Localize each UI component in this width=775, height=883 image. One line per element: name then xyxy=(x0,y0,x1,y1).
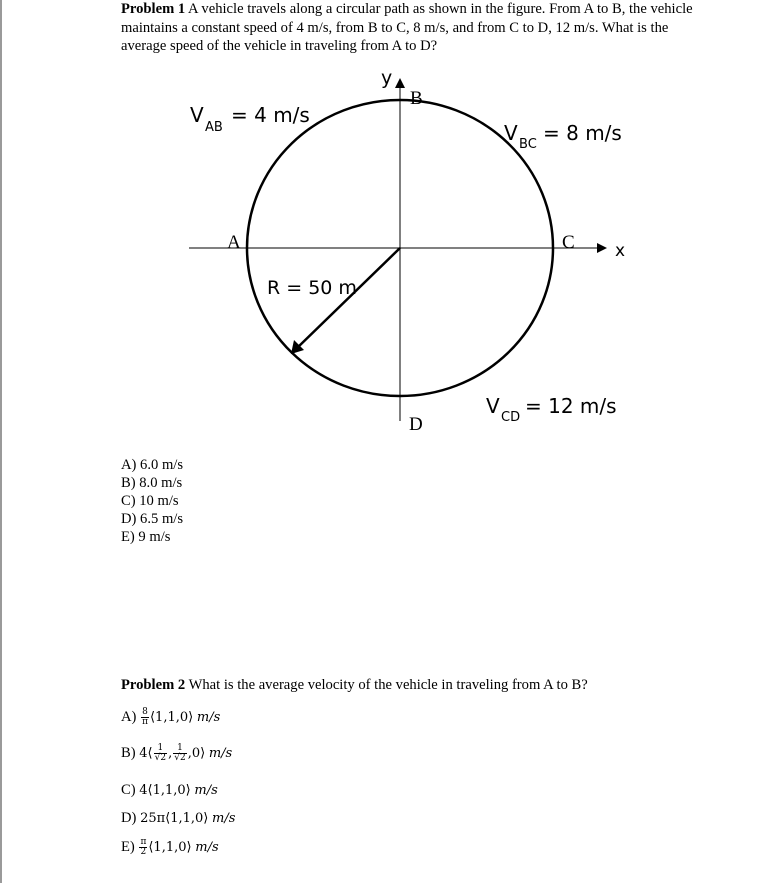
v-bc-subscript: BC xyxy=(519,137,537,152)
problem-2-option-e xyxy=(121,838,219,857)
problem-2-option-b: B) 4⟨ $\frac{1}{√2}$ , $\frac{1}{√2}$ ,0⟩ m/s xyxy=(121,743,233,763)
problem-2-option-c xyxy=(121,782,218,799)
option-letter: C) xyxy=(121,782,136,798)
vector-tail: ,0⟩ xyxy=(187,745,206,761)
expression: 4⟨1,1,0⟩ xyxy=(139,783,191,798)
v-ab-subscript: AB xyxy=(205,120,223,135)
fraction-numerator: 8 xyxy=(142,707,148,717)
fraction-numerator: 1 xyxy=(154,744,167,754)
option-letter: A) xyxy=(121,708,137,725)
unit: m/s xyxy=(196,709,221,725)
fraction-denominator: 2 xyxy=(140,847,147,857)
expression: 25π⟨1,1,0⟩ xyxy=(140,811,209,826)
y-axis-label: y xyxy=(381,67,393,89)
option-letter: E) xyxy=(121,838,135,855)
fraction-denominator: √2 xyxy=(154,753,167,763)
bracket: ⟨ xyxy=(147,745,153,761)
v-bc-value: = 8 m/s xyxy=(543,121,622,145)
x-axis-arrow-icon xyxy=(597,243,607,253)
fraction-numerator: π xyxy=(140,837,147,847)
v-bc-label xyxy=(504,121,622,152)
answer-option-d: D) 6.5 m/s xyxy=(121,511,184,527)
answer-option-c: C) 10 m/s xyxy=(121,493,179,509)
v-bc-symbol: V xyxy=(504,121,518,145)
vector: ⟨1,1,0⟩ xyxy=(148,839,192,855)
problem-2-label: Problem 2 xyxy=(121,677,186,693)
point-c-label: C xyxy=(562,232,575,253)
v-cd-subscript: CD xyxy=(501,410,521,425)
x-axis-label: x xyxy=(615,241,626,261)
point-d-label: D xyxy=(409,414,423,435)
problem-2-option-a xyxy=(121,708,220,727)
problem-1-answers xyxy=(121,456,183,546)
coefficient: 4 xyxy=(139,745,148,761)
v-ab-value: = 4 m/s xyxy=(231,103,310,127)
problem-1-text: A vehicle travels along a circular path as shown in the figure. From A to B, the vehicle maintains a constant speed of 4 m/s, from B to C, 8 m/s, and from C to D, 12 m/s. What is the average speed of the vehicle in traveling from A to D? xyxy=(121,1,693,54)
fraction-numerator: 1 xyxy=(173,744,186,754)
answer-option-e: E) 9 m/s xyxy=(121,529,171,545)
v-ab-label xyxy=(190,103,310,135)
unit: m/s xyxy=(208,745,233,761)
v-cd-label xyxy=(486,394,617,425)
problem-1-label: Problem 1 xyxy=(121,1,186,17)
unit: m/s xyxy=(212,811,236,826)
v-cd-symbol: V xyxy=(486,394,500,418)
problem-2-statement xyxy=(121,676,588,694)
unit: m/s xyxy=(195,839,219,855)
y-axis-arrow-icon xyxy=(395,78,405,88)
option-letter: D) xyxy=(121,810,137,826)
problem-2-option-d xyxy=(121,810,235,827)
fraction xyxy=(141,708,149,727)
radius-label: R = 50 m xyxy=(267,277,357,299)
fraction-denominator: π xyxy=(142,717,148,727)
point-a-label: A xyxy=(227,232,241,253)
fraction-denominator: √2 xyxy=(174,753,186,763)
unit: m/s xyxy=(194,783,218,798)
problem-2-text: What is the average velocity of the vehicle in traveling from A to B? xyxy=(188,677,588,693)
answer-option-b: B) 8.0 m/s xyxy=(121,475,183,491)
v-ab-symbol: V xyxy=(190,103,204,127)
answer-option-a: A) 6.0 m/s xyxy=(121,457,184,473)
vector: ⟨1,1,0⟩ xyxy=(149,709,194,725)
point-b-label: B xyxy=(410,88,423,109)
fraction xyxy=(139,838,147,857)
option-letter: B) xyxy=(121,744,136,761)
fraction xyxy=(173,744,186,763)
fraction xyxy=(154,744,167,763)
v-cd-value: = 12 m/s xyxy=(525,394,617,418)
